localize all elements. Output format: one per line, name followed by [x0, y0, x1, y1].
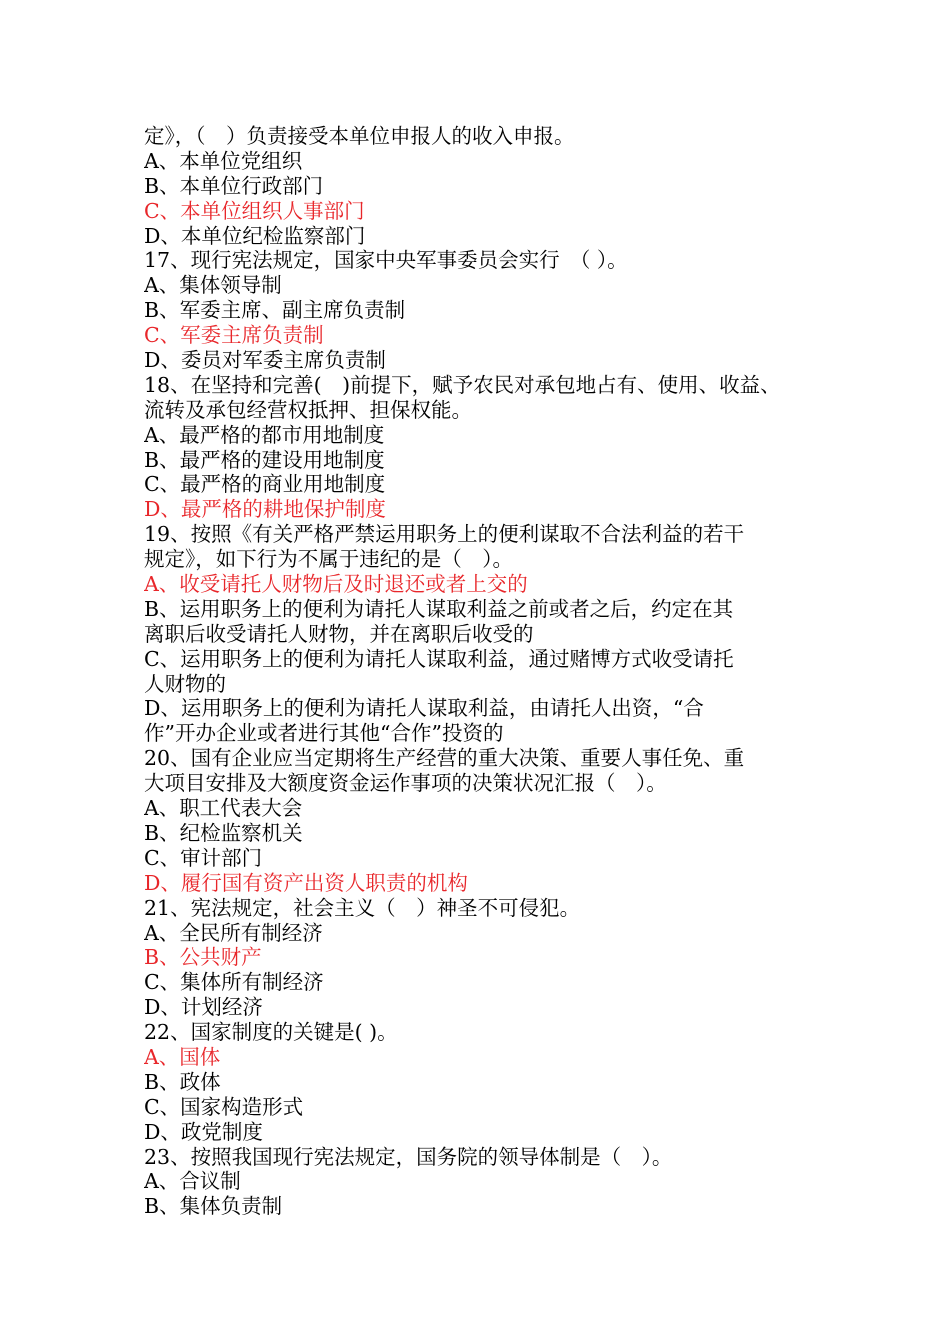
text-line: A、最严格的都市用地制度	[144, 422, 385, 447]
text-line: 流转及承包经营权抵押、担保权能。	[144, 397, 472, 422]
text-line: D、本单位纪检监察部门	[144, 223, 366, 248]
answer-option-line: A、国体	[144, 1044, 221, 1069]
text-line: A、本单位党组织	[144, 148, 303, 173]
text-line: D、计划经济	[144, 995, 263, 1020]
answer-option-line: B、公共财产	[144, 945, 262, 970]
text-line: A、集体领导制	[144, 273, 282, 298]
text-line: 18、在坚持和完善( )前提下，赋予农民对承包地占有、使用、收益、	[144, 372, 781, 397]
text-line: D、委员对军委主席负责制	[144, 348, 386, 373]
text-line: 19、按照《有关严格严禁运用职务上的便利谋取不合法利益的若干	[144, 522, 745, 547]
answer-option-line: D、履行国有资产出资人职责的机构	[144, 870, 468, 895]
text-line: A、合议制	[144, 1169, 241, 1194]
text-line: 作”开办企业或者进行其他“合作”投资的	[144, 721, 504, 746]
text-line: B、本单位行政部门	[144, 173, 324, 198]
answer-option-line: C、军委主席负责制	[144, 323, 324, 348]
text-line: B、纪检监察机关	[144, 820, 303, 845]
text-line: B、政体	[144, 1069, 221, 1094]
text-line: C、审计部门	[144, 845, 263, 870]
text-line: 17、现行宪法规定，国家中央军事委员会实行 （ ）。	[144, 248, 628, 273]
text-line: C、集体所有制经济	[144, 970, 324, 995]
answer-option-line: D、最严格的耕地保护制度	[144, 497, 386, 522]
text-line: 大项目安排及大额度资金运作事项的决策状况汇报（ ）。	[144, 771, 667, 796]
text-line: 规定》，如下行为不属于违纪的是（ ）。	[144, 547, 513, 572]
document-body	[144, 124, 814, 1219]
text-line: C、最严格的商业用地制度	[144, 472, 386, 497]
answer-option-line: C、本单位组织人事部门	[144, 198, 365, 223]
text-line: 21、宪法规定，社会主义（ ）神圣不可侵犯。	[144, 895, 581, 920]
text-line: 人财物的	[144, 671, 226, 696]
text-line: B、运用职务上的便利为请托人谋取利益之前或者之后，约定在其	[144, 596, 734, 621]
text-line: 22、国家制度的关键是( )。	[144, 1020, 398, 1045]
text-line: C、国家构造形式	[144, 1094, 304, 1119]
text-line: D、政党制度	[144, 1119, 263, 1144]
text-line: 23、按照我国现行宪法规定，国务院的领导体制是（ ）。	[144, 1144, 673, 1169]
text-line: A、职工代表大会	[144, 796, 303, 821]
text-line: A、全民所有制经济	[144, 920, 323, 945]
text-line: B、军委主席、副主席负责制	[144, 298, 406, 323]
text-line: B、集体负责制	[144, 1194, 283, 1219]
text-line: D、运用职务上的便利为请托人谋取利益，由请托人出资，“合	[144, 696, 704, 721]
text-line: B、最严格的建设用地制度	[144, 447, 385, 472]
text-line: 20、国有企业应当定期将生产经营的重大决策、重要人事任免、重	[144, 746, 745, 771]
text-line: C、运用职务上的便利为请托人谋取利益，通过赌博方式收受请托	[144, 646, 734, 671]
text-line: 离职后收受请托人财物，并在离职后收受的	[144, 621, 534, 646]
answer-option-line: A、收受请托人财物后及时退还或者上交的	[144, 572, 528, 597]
text-line: 定》，（ ）负责接受本单位申报人的收入申报。	[144, 124, 575, 148]
